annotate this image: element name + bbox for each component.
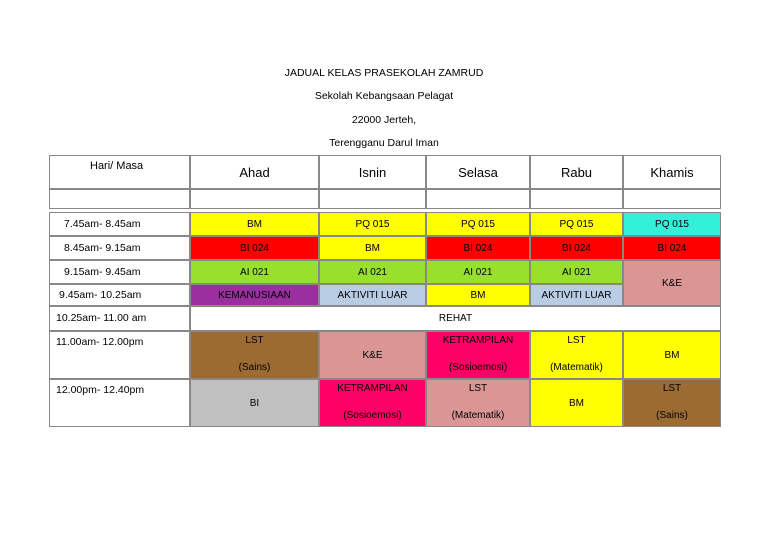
spacer-cell <box>426 189 530 209</box>
lesson-r7-khamis-subject: LST <box>662 383 682 394</box>
lesson-r3-ahad: AI 021 <box>190 260 319 284</box>
state-line: Terengganu Darul Iman <box>329 137 439 149</box>
lesson-r1-isnin: PQ 015 <box>319 212 426 236</box>
spacer-cell <box>530 189 623 209</box>
time-slot-3: 9.15am- 9.45am <box>49 260 190 284</box>
time-slot-6: 11.00am- 12.00pm <box>49 331 190 379</box>
page-title: JADUAL KELAS PRASEKOLAH ZAMRUD <box>284 67 484 79</box>
lesson-r6-khamis: BM <box>623 331 721 379</box>
lesson-r4-selasa: BM <box>426 284 530 306</box>
header-time: Hari/ Masa <box>49 155 190 189</box>
lesson-r6-ahad-detail: (Sains) <box>238 362 271 373</box>
lesson-r3-rabu: AI 021 <box>530 260 623 284</box>
lesson-r7-selasa <box>426 379 530 427</box>
time-slot-7: 12.00pm- 12.40pm <box>49 379 190 427</box>
time-slot-1: 7.45am- 8.45am <box>49 212 190 236</box>
lesson-r6-rabu <box>530 331 623 379</box>
lesson-r6-selasa-detail: (Sosioemosi) <box>448 362 508 373</box>
lesson-r6-rabu-subject: LST <box>567 335 586 346</box>
lesson-r7-isnin-detail: (Sosioemosi) <box>343 410 402 421</box>
header-rabu: Rabu <box>530 155 623 189</box>
lesson-r1-selasa: PQ 015 <box>426 212 530 236</box>
lesson-r7-isnin <box>319 379 426 427</box>
lesson-r7-khamis-detail: (Sains) <box>656 410 688 421</box>
lesson-r3-khamis: K&E <box>623 260 721 306</box>
lesson-r1-khamis: PQ 015 <box>623 212 721 236</box>
postcode-line: 22000 Jerteh, <box>351 114 417 126</box>
lesson-r6-ahad <box>190 331 319 379</box>
lesson-r7-isnin-subject: KETRAMPILAN <box>337 383 408 394</box>
spacer-cell <box>623 189 721 209</box>
lesson-r4-ahad: KEMANUSIAAN <box>190 284 319 306</box>
lesson-r4-isnin: AKTIVITI LUAR <box>319 284 426 306</box>
lesson-r6-ahad-subject: LST <box>245 335 264 346</box>
lesson-r2-selasa: BI 024 <box>426 236 530 260</box>
header-selasa: Selasa <box>426 155 530 189</box>
header-isnin: Isnin <box>319 155 426 189</box>
time-slot-5: 10.25am- 11.00 am <box>49 306 190 331</box>
lesson-r2-ahad: BI 024 <box>190 236 319 260</box>
header-ahad: Ahad <box>190 155 319 189</box>
spacer-cell <box>319 189 426 209</box>
lesson-r7-khamis <box>623 379 721 427</box>
school-name: Sekolah Kebangsaan Pelagat <box>314 90 454 102</box>
header-khamis: Khamis <box>623 155 721 189</box>
lesson-r7-rabu: BM <box>530 379 623 427</box>
lesson-r3-selasa: AI 021 <box>426 260 530 284</box>
lesson-r6-selasa <box>426 331 530 379</box>
lesson-r2-isnin: BM <box>319 236 426 260</box>
lesson-r7-ahad: BI <box>190 379 319 427</box>
spacer-cell <box>190 189 319 209</box>
time-slot-4: 9.45am- 10.25am <box>49 284 190 306</box>
lesson-r1-rabu: PQ 015 <box>530 212 623 236</box>
lesson-r3-isnin: AI 021 <box>319 260 426 284</box>
lesson-r6-rabu-detail: (Matematik) <box>550 362 603 373</box>
lesson-r4-rabu: AKTIVITI LUAR <box>530 284 623 306</box>
lesson-r1-ahad: BM <box>190 212 319 236</box>
lesson-r7-selasa-detail: (Matematik) <box>451 410 505 421</box>
lesson-r2-rabu: BI 024 <box>530 236 623 260</box>
lesson-r7-selasa-subject: LST <box>468 383 488 394</box>
time-slot-2: 8.45am- 9.15am <box>49 236 190 260</box>
lesson-r2-khamis: BI 024 <box>623 236 721 260</box>
break-cell: REHAT <box>190 306 721 331</box>
lesson-r6-isnin: K&E <box>319 331 426 379</box>
lesson-r6-selasa-subject: KETRAMPILAN <box>442 335 514 346</box>
spacer-cell <box>49 189 190 209</box>
